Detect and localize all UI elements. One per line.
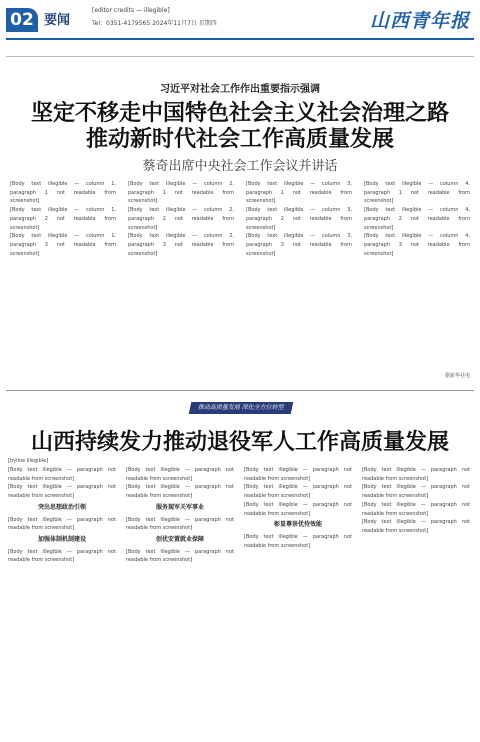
story2-column-4 — [362, 466, 470, 738]
story2-headline: 山西持续发力推动退役军人工作高质量发展 — [30, 429, 449, 455]
story1-column-1 — [10, 180, 116, 372]
paragraph: [Body text illegible — column 3, paragraph 2 not readable from screenshot] — [246, 207, 352, 231]
story1-credit: 据新华社电 — [444, 373, 470, 379]
masthead-logo: 山西青年报 — [369, 10, 470, 32]
story2-byline: [byline illegible] — [8, 458, 49, 464]
paragraph: [Body text illegible — paragraph not readable from screenshot] — [244, 467, 352, 482]
story2-column-2 — [126, 466, 234, 738]
story2-column-3 — [244, 466, 352, 738]
paragraph: [Body text illegible — column 2, paragraph 3 not readable from screenshot] — [128, 233, 234, 257]
story1-column-3 — [246, 180, 352, 372]
paragraph: [Body text illegible — paragraph not readable from screenshot] — [362, 484, 470, 500]
page-header — [0, 0, 480, 38]
page-number: 02 — [6, 8, 38, 32]
paragraph: [Body text illegible — paragraph not readable from screenshot] — [126, 467, 234, 482]
paragraph: [Body text illegible — paragraph not readable from screenshot] — [8, 516, 116, 532]
story2-banner: 推动高质量发展 深化全方位转型 — [189, 402, 294, 414]
paragraph: [Body text illegible — paragraph not readable from screenshot] — [8, 467, 116, 482]
paragraph: [Body text illegible — column 2, paragraph 2 not readable from screenshot] — [128, 207, 234, 231]
story1-subhead: 蔡奇出席中央社会工作会议并讲话 — [142, 159, 338, 174]
paragraph: [Body text illegible — column 2, paragraph 1 not readable from screenshot] — [128, 181, 234, 205]
section-name: 要闻 — [44, 13, 71, 28]
paragraph: [Body text illegible — column 4, paragraph 1 not readable from screenshot] — [364, 181, 470, 205]
story2-column-1 — [8, 466, 116, 738]
story1-column-2 — [128, 180, 234, 372]
paragraph: [Body text illegible — paragraph not readable from screenshot] — [362, 467, 470, 482]
contact-line: Tel：0351-4179565 2024年11月7日 星期四 — [92, 20, 217, 27]
section-heading: 加强体制机制建设 — [37, 535, 86, 543]
paragraph: [Body text illegible — column 3, paragraph 1 not readable from screenshot] — [246, 181, 352, 205]
story1-headline-line2: 推动新时代社会工作高质量发展 — [85, 126, 394, 152]
paragraph: [Body text illegible — paragraph not readable from screenshot] — [126, 516, 234, 532]
paragraph: [Body text illegible — column 1, paragraph 3 not readable from screenshot] — [10, 233, 116, 257]
story1-column-4 — [364, 180, 470, 370]
header-rule — [6, 38, 474, 40]
paragraph: [Body text illegible — paragraph not readable from screenshot] — [126, 548, 234, 564]
section-heading: 服务现军关军事业 — [155, 503, 204, 511]
paragraph: [Body text illegible — paragraph not readable from screenshot] — [244, 501, 352, 517]
editor-line: [editor credits — illegible] — [92, 7, 170, 14]
paragraph: [Body text illegible — paragraph not readable from screenshot] — [362, 501, 470, 517]
paragraph: [Body text illegible — column 4, paragraph 3 not readable from screenshot] — [364, 233, 470, 257]
section-heading: 彰显尊崇优待效能 — [273, 521, 322, 529]
section-heading: 创优安置就业保障 — [155, 535, 204, 543]
paragraph: [Body text illegible — column 3, paragraph 3 not readable from screenshot] — [246, 233, 352, 257]
paragraph: [Body text illegible — column 1, paragraph 2 not readable from screenshot] — [10, 207, 116, 231]
story1-headline-line1: 坚定不移走中国特色社会主义社会治理之路 — [30, 100, 449, 126]
paragraph: [Body text illegible — paragraph not readable from screenshot] — [244, 484, 352, 500]
story1-kicker: 习近平对社会工作作出重要指示强调 — [160, 84, 320, 95]
divider-line — [6, 56, 474, 57]
paragraph: [Body text illegible — paragraph not readable from screenshot] — [8, 548, 116, 564]
section-heading: 突出思想政治引领 — [37, 503, 86, 511]
paragraph: [Body text illegible — column 1, paragraph 1 not readable from screenshot] — [10, 181, 116, 205]
story-divider — [6, 390, 474, 391]
paragraph: [Body text illegible — paragraph not readable from screenshot] — [8, 484, 116, 500]
paragraph: [Body text illegible — paragraph not readable from screenshot] — [126, 484, 234, 500]
paragraph: [Body text illegible — paragraph not readable from screenshot] — [244, 533, 352, 549]
paragraph: [Body text illegible — column 4, paragraph 2 not readable from screenshot] — [364, 207, 470, 231]
paragraph: [Body text illegible — paragraph not readable from screenshot] — [362, 519, 470, 534]
